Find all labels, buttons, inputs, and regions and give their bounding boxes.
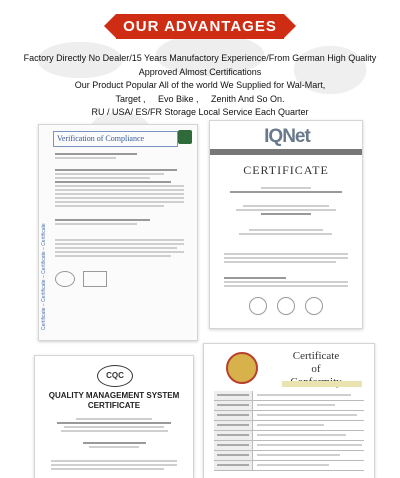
certificate-number-field [282,381,362,387]
table-row [214,411,364,421]
iqnet-certificate-title: CERTIFICATE [243,163,329,177]
conformity-table [214,391,364,471]
seal-icon [277,297,295,315]
iqnet-logo: IQNet [264,126,310,147]
certificate-side-strip: Certificate – Certificate – Certificate – Certificate [41,223,47,330]
iqnet-subtitle-bar [210,149,362,155]
banner-title: OUR ADVANTAGES [123,18,277,35]
intro-line-3: Our Product Popular All of the world We Supplied for Wal-Mart, [74,80,326,90]
conformity-title-line-1: Certificate [292,350,340,362]
seal-icon [249,297,267,315]
conformity-seal-icon [226,352,258,384]
table-row [214,441,364,451]
compliance-badge-icon [178,130,192,144]
table-row [214,431,364,441]
table-row [214,451,364,461]
certificate-body-lines [224,185,348,315]
cqc-logo: CQC [97,365,133,387]
verification-of-compliance-certificate [38,124,198,341]
intro-line-2: Approved Almost Certifications [138,66,262,77]
table-row [214,421,364,431]
certificate-body-lines [51,416,177,472]
qms-title-line-1: QUALITY MANAGEMENT SYSTEM [48,391,180,400]
certificate-body-lines [55,151,191,287]
table-row [214,401,364,411]
seal-icon [305,297,323,315]
qms-certificate-title [35,391,193,411]
table-row [214,461,364,471]
intro-line-1: Factory Directly No Dealer/15 Years Manufactory Experience/From German High Quality [23,53,377,63]
advantages-banner [116,14,284,39]
intro-line-4: Target , Evo Bike , Zenith And So On. [115,93,285,104]
conformity-title-line-2: of [311,363,321,375]
qms-title-line-2: CERTIFICATE [87,401,141,410]
intro-line-5: RU / USA/ ES/FR Storage Local Service Each Quarter [91,107,309,117]
intro-text [10,52,390,120]
table-row [214,391,364,401]
compliance-title: Verification of Compliance [53,131,178,147]
iqnet-certificate [209,120,363,329]
quality-management-system-certificate [34,355,194,478]
certificate-of-conformity [203,343,375,478]
ce-mark-icon [55,271,75,287]
stamp-icon [83,271,107,287]
